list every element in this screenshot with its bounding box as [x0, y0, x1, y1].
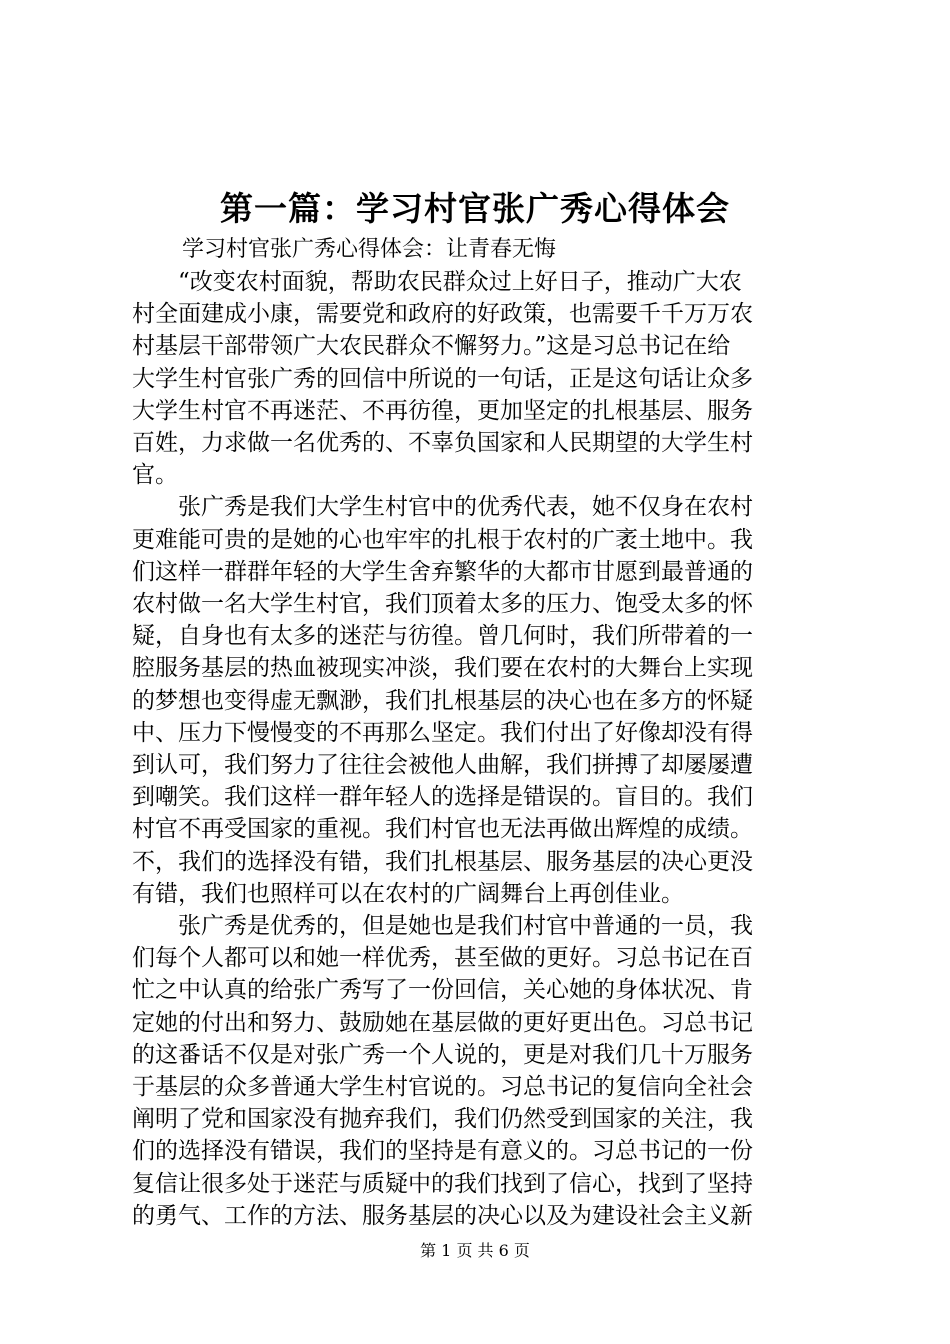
paragraph-line: 们这样一群群年轻的大学生舍弃繁华的大都市甘愿到最普通的 — [132, 558, 753, 585]
paragraph-line: 定她的付出和努力、鼓励她在基层做的更好更出色。习总书记 — [132, 1009, 753, 1036]
paragraph-container — [132, 266, 828, 1232]
paragraph-line: 忙之中认真的给张广秀写了一份回信，关心她的身体状况、肯 — [132, 977, 753, 1004]
paragraph-line: “改变农村面貌，帮助农民群众过上好日子，推动广大农 — [178, 269, 742, 295]
paragraph-line: 更难能可贵的是她的心也牢牢的扎根于农村的广袤土地中。我 — [132, 526, 753, 553]
document-subtitle: 学习村官张广秀心得体会：让青春无悔 — [182, 237, 557, 262]
paragraph-line: 到认可，我们努力了往往会被他人曲解，我们拼搏了却屡屡遭 — [132, 752, 753, 779]
paragraph-line: 村全面建成小康，需要党和政府的好政策，也需要千千万万农 — [132, 301, 753, 328]
paragraph — [132, 910, 828, 1232]
paragraph — [132, 491, 828, 910]
paragraph-line: 的梦想也变得虚无飘渺，我们扎根基层的决心也在多方的怀疑 — [132, 687, 753, 714]
paragraph-line: 大学生村官不再迷茫、不再彷徨，更加坚定的扎根基层、服务 — [132, 397, 753, 424]
paragraph-line: 疑，自身也有太多的迷茫与彷徨。曾几何时，我们所带着的一 — [132, 623, 753, 650]
paragraph-line: 有错，我们也照样可以在农村的广阔舞台上再创佳业。 — [132, 880, 684, 907]
paragraph-line: 于基层的众多普通大学生村官说的。习总书记的复信向全社会 — [132, 1074, 753, 1101]
paragraph-line: 张广秀是我们大学生村官中的优秀代表，她不仅身在农村 — [178, 494, 753, 521]
paragraph-line: 村基层干部带领广大农民群众不懈努力。”这是习总书记在给 — [132, 333, 731, 360]
paragraph — [132, 266, 828, 491]
paragraph-line: 不，我们的选择没有错，我们扎根基层、服务基层的决心更没 — [132, 848, 753, 875]
paragraph-line: 官。 — [132, 462, 178, 489]
paragraph-line: 阐明了党和国家没有抛弃我们，我们仍然受到国家的关注，我 — [132, 1106, 753, 1133]
paragraph-line: 张广秀是优秀的，但是她也是我们村官中普通的一员，我 — [178, 913, 753, 940]
paragraph-line: 的勇气、工作的方法、服务基层的决心以及为建设社会主义新 — [132, 1202, 753, 1229]
paragraph-line: 复信让很多处于迷茫与质疑中的我们找到了信心，找到了坚持 — [132, 1170, 753, 1197]
paragraph-line: 的这番话不仅是对张广秀一个人说的，更是对我们几十万服务 — [132, 1041, 753, 1068]
paragraph-line: 腔服务基层的热血被现实冲淡，我们要在农村的大舞台上实现 — [132, 655, 753, 682]
page-footer: 第 1 页 共 6 页 — [420, 1241, 530, 1260]
paragraph-line: 农村做一名大学生村官，我们顶着太多的压力、饱受太多的怀 — [132, 591, 753, 618]
paragraph-line: 们的选择没有错误，我们的坚持是有意义的。习总书记的一份 — [132, 1138, 753, 1165]
paragraph-line: 村官不再受国家的重视。我们村官也无法再做出辉煌的成绩。 — [132, 816, 753, 843]
document-title: 第一篇：学习村官张广秀心得体会 — [220, 189, 730, 228]
paragraph-line: 们每个人都可以和她一样优秀，甚至做的更好。习总书记在百 — [132, 945, 753, 972]
paragraph-line: 百姓，力求做一名优秀的、不辜负国家和人民期望的大学生村 — [132, 430, 753, 457]
paragraph-line: 中、压力下慢慢变的不再那么坚定。我们付出了好像却没有得 — [132, 719, 753, 746]
paragraph-line: 到嘲笑。我们这样一群年轻人的选择是错误的。盲目的。我们 — [132, 784, 753, 811]
paragraph-line: 大学生村官张广秀的回信中所说的一句话，正是这句话让众多 — [132, 365, 753, 392]
document-body — [132, 234, 828, 1232]
